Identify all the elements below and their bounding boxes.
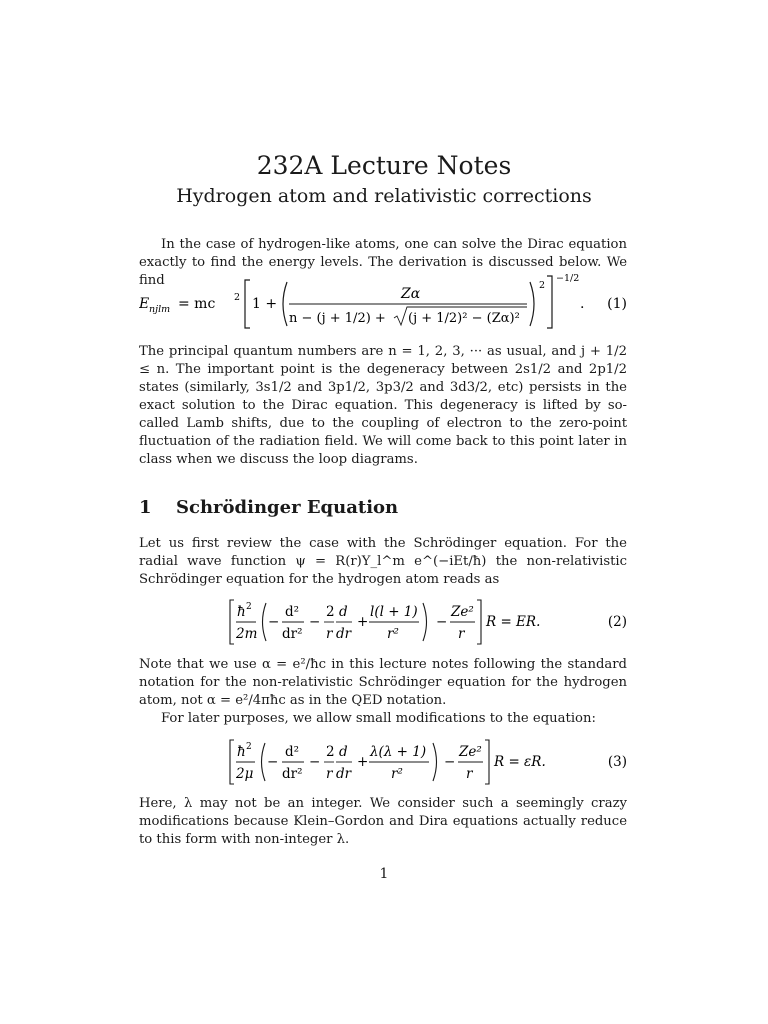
equation-2-graphic [139,597,627,647]
eq3-centrifugal: λ(λ + 1) [370,744,427,760]
eq1-right-bracket [547,276,552,328]
paragraph-lambda: Here, λ may not be an integer. We consider such a seemingly crazy modifications because Klein–Gordon and Dira equations actually reduce to this form with non-integer λ. [139,796,627,847]
eq1-left-paren [283,282,287,326]
eq1-number: (1) [607,296,627,312]
section-heading [139,496,398,520]
eq3-rhs: R = εR. [494,754,546,770]
eq2-d2: d² [285,604,300,620]
eq1-rhs-pre: = mc [178,296,216,312]
eq1-denominator-sqrt: (j + 1/2)² − (Zα)² [408,311,520,326]
eq1-denominator-left: n − (j + 1/2) + [289,311,386,326]
eq1-lhs: E [139,296,150,312]
eq2-mass: 2m [236,626,258,642]
svg-text:2: 2 [246,602,252,612]
eq2-number: (2) [607,614,627,630]
svg-text:d: d [339,744,348,760]
eq2-r: r [326,626,333,642]
equation-3 [139,737,627,787]
eq1-left-bracket [245,280,250,328]
page-title: 232A Lecture Notes [256,151,512,180]
section-title: Schrödinger Equation [176,497,399,518]
svg-text:r: r [458,626,465,642]
eq1-one-plus: 1 + [252,296,278,312]
eq1-outer-exponent: −1/2 [556,273,580,284]
equation-1 [139,268,627,338]
svg-text:2: 2 [234,292,241,303]
svg-text:+: + [357,754,369,770]
eq3-hbar: ħ [237,744,246,760]
paragraph-principal-numbers: The principal quantum numbers are n = 1, 2, 3, ··· as usual, and j + 1/2 ≤ n. The important point is the degeneracy between 2s1/2 and 2p1/2 states (similarly, 3s1/2 and 3p1/2, 3p3/2 and 3d3/2, etc) persists in the exact solution to the Dirac equation. This degeneracy is lifted by so-called Lamb shifts, due to the coupling of electron to the zero-point fluctuation of the radiation field. We will come back to this point later in class when we discuss the loop diagrams. [139,344,627,467]
intro-paragraph: In the case of hydrogen-like atoms, one can solve the Dirac equation exactly to find the energy levels. The derivation is discussed below. We find [139,237,627,288]
eq2-rhs: R = ER. [486,614,541,630]
equation-3-graphic [139,737,627,787]
svg-text:E [139,296,149,312]
svg-text:Ze²: Ze² [459,744,482,760]
svg-text:+: + [357,614,369,630]
svg-text:2: 2 [246,742,252,752]
eq1-right-paren [530,282,534,326]
svg-text:−: − [268,614,280,630]
paragraph-schrodinger-intro: Let us first review the case with the Schrödinger equation. For the radial wave function ψ = R(r)Y_l^m e^(−iEt/ħ) the non-relativistic Schrödinger equation for the hydrogen atom reads as [139,536,627,587]
svg-text:r²: r² [391,766,403,782]
equation-1-graphic [139,268,627,338]
svg-text:−: − [267,754,279,770]
eq3-mass: 2μ [236,766,254,782]
svg-text:2: 2 [326,744,335,760]
eq3-number: (3) [607,754,627,770]
svg-text:dr²: dr² [282,766,303,782]
eq1-inner-exponent: 2 [539,280,546,291]
eq2-two: 2 [326,604,335,620]
svg-text:−: − [309,614,321,630]
svg-text:−: − [436,614,448,630]
eq2-hbar: ħ [237,604,246,620]
eq2-centrifugal: l(l + 1) [370,604,418,620]
paragraph-notation: Note that we use α = e²/ħc in this lecture notes following the standard notation for the non-relativistic Schrödinger equation for the hydrogen atom, not α = e²/4πħc as in the QED notation. [139,657,627,708]
eq2-r2: r² [387,626,399,642]
eq1-numerator: Zα [401,286,421,302]
eq2-dr2: dr² [282,626,303,642]
svg-text:−: − [309,754,321,770]
svg-text:r: r [466,766,473,782]
svg-text:d²: d² [285,744,300,760]
page-number: 1 [379,866,389,882]
paragraph-modifications: For later purposes, we allow small modifications to the equation: [161,711,596,726]
eq2-d: d [339,604,348,620]
eq1-lhs-sub: njlm [149,304,171,315]
section-number: 1 [139,497,152,518]
svg-text:−: − [444,754,456,770]
equation-2 [139,597,627,647]
page-subtitle: Hydrogen atom and relativistic corrections [176,185,592,207]
svg-text:r: r [326,766,333,782]
eq2-dr: dr [336,626,352,642]
svg-text:.: . [580,296,585,312]
eq2-coulomb: Ze² [451,604,474,620]
svg-text:dr: dr [336,766,352,782]
